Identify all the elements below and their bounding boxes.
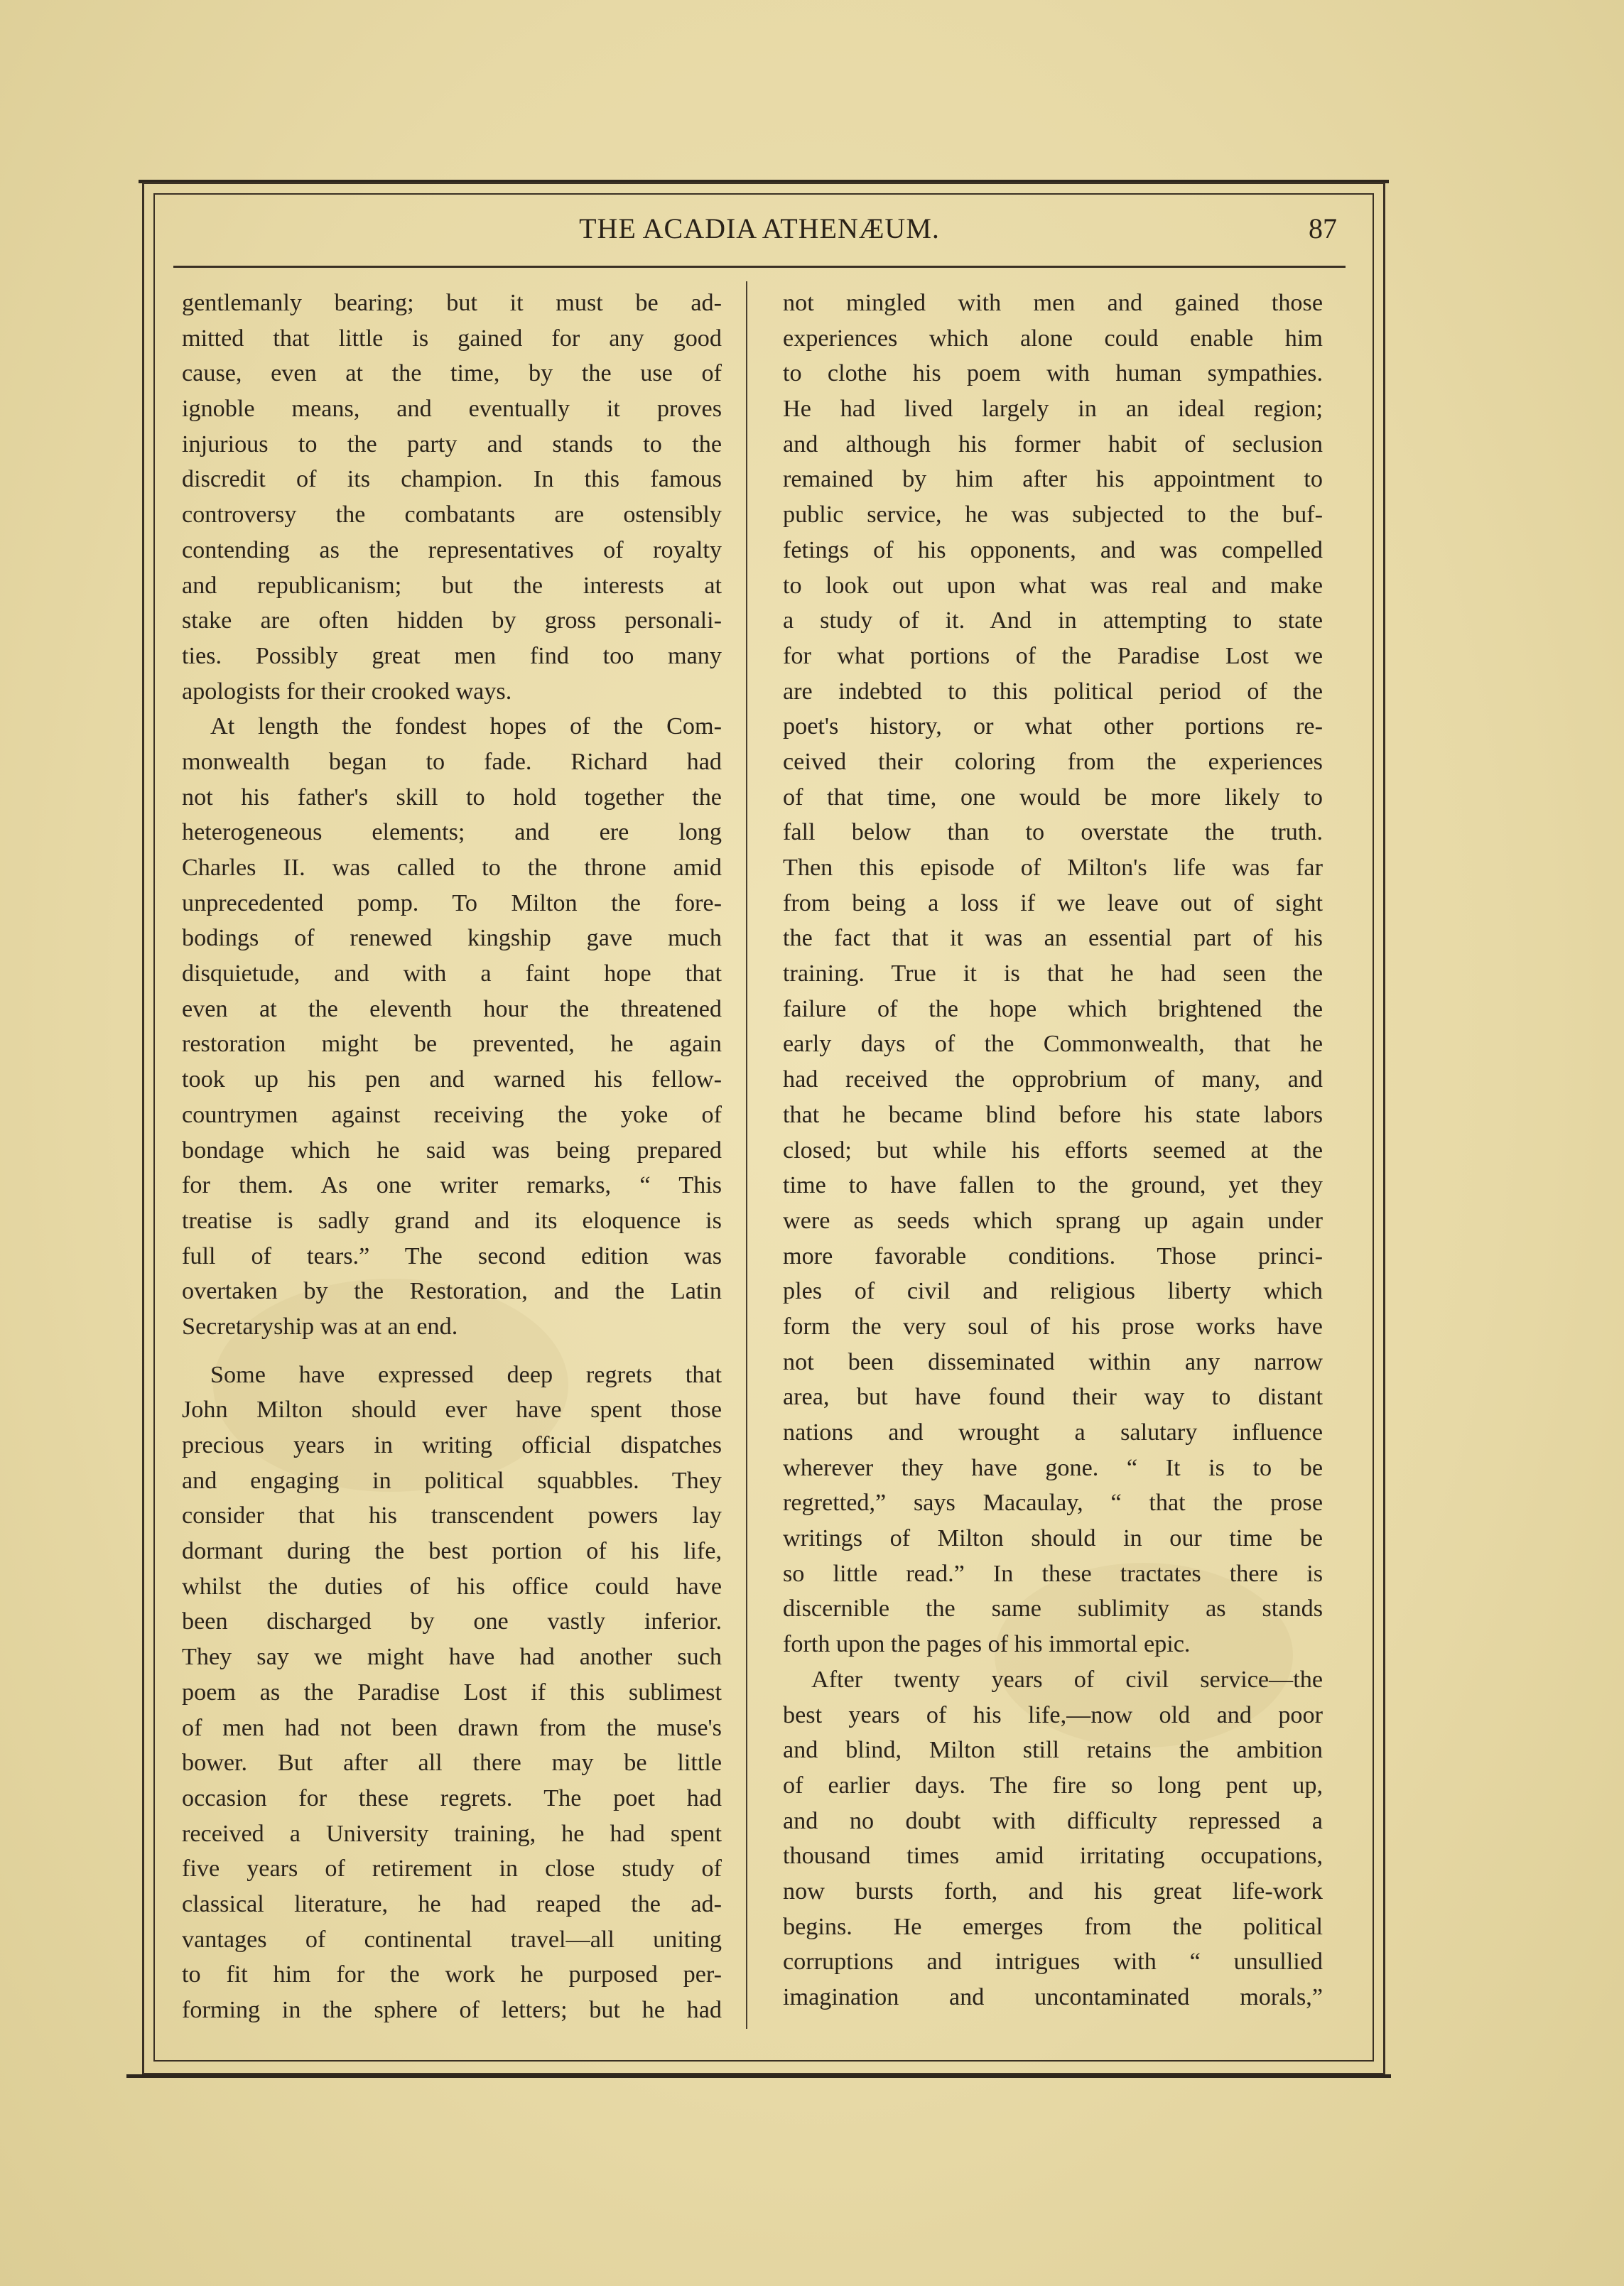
text-line: are indebted to this political period of the xyxy=(783,678,1323,705)
text-line: discredit of its champion. In this famous xyxy=(182,466,722,493)
text-line: At length the fondest hopes of the Com- xyxy=(210,713,722,740)
text-line: stake are often hidden by gross personali- xyxy=(182,607,722,634)
text-line: gentlemanly bearing; but it must be ad- xyxy=(182,290,722,316)
column-divider xyxy=(746,281,747,2029)
text-line: precious years in writing official dispatches xyxy=(182,1432,722,1458)
text-line: been discharged by one vastly inferior. xyxy=(182,1608,722,1635)
text-line: bondage which he said was being prepared xyxy=(182,1137,722,1164)
header-rule xyxy=(173,266,1346,268)
text-line: restoration might be prevented, he again xyxy=(182,1031,722,1058)
text-line: Then this episode of Milton's life was far xyxy=(783,855,1323,881)
text-line: closed; but while his efforts seemed at the xyxy=(783,1137,1323,1164)
text-line: time to have fallen to the ground, yet they xyxy=(783,1172,1323,1199)
text-line: consider that his transcendent powers lay xyxy=(182,1502,722,1529)
text-line: and although his former habit of seclusion xyxy=(783,430,1323,457)
text-line: now bursts forth, and his great life-work xyxy=(783,1878,1323,1905)
left-column xyxy=(182,286,722,2028)
text-line: discernible the same sublimity as stands xyxy=(783,1596,1323,1623)
text-line: a study of it. And in attempting to state xyxy=(783,607,1323,634)
text-line: were as seeds which sprang up again under xyxy=(783,1207,1323,1234)
text-line: forming in the sphere of letters; but he had xyxy=(182,1997,722,2023)
text-line: not mingled with men and gained those xyxy=(783,290,1323,316)
text-line: begins. He emerges from the political xyxy=(783,1913,1323,1940)
text-line: monwealth began to fade. Richard had xyxy=(182,748,722,775)
page-header xyxy=(173,207,1346,257)
text-line: full of tears.” The second edition was xyxy=(182,1242,722,1269)
text-line: of earlier days. The fire so long pent up, xyxy=(783,1772,1323,1799)
text-line: and republicanism; but the interests at xyxy=(182,572,722,599)
text-line: dormant during the best portion of his life, xyxy=(182,1538,722,1565)
text-line: bower. But after all there may be little xyxy=(182,1750,722,1777)
text-line: more favorable conditions. Those princi- xyxy=(783,1242,1323,1269)
text-line: Charles II. was called to the throne amid xyxy=(182,855,722,881)
text-line: John Milton should ever have spent those xyxy=(182,1397,722,1424)
text-line: ignoble means, and eventually it proves xyxy=(182,396,722,423)
text-line: the fact that it was an essential part of his xyxy=(783,925,1323,952)
text-line: disquietude, and with a faint hope that xyxy=(182,960,722,987)
text-line: to look out upon what was real and make xyxy=(783,572,1323,599)
text-line: and blind, Milton still retains the ambition xyxy=(783,1737,1323,1764)
text-line: classical literature, he had reaped the ad- xyxy=(182,1890,722,1917)
text-line: fetings of his opponents, and was compelled xyxy=(783,536,1323,563)
text-line: treatise is sadly grand and its eloquence is xyxy=(182,1207,722,1234)
text-line: received a University training, he had spent xyxy=(182,1820,722,1847)
text-line: early days of the Commonwealth, that he xyxy=(783,1031,1323,1058)
text-line: regretted,” says Macaulay, “ that the prose xyxy=(783,1490,1323,1517)
text-line: thousand times amid irritating occupations, xyxy=(783,1843,1323,1870)
text-line: countrymen against receiving the yoke of xyxy=(182,1101,722,1128)
text-line: controversy the combatants are ostensibly xyxy=(182,502,722,529)
text-line: took up his pen and warned his fellow- xyxy=(182,1066,722,1093)
text-line: to clothe his poem with human sympathies. xyxy=(783,360,1323,387)
text-line: poem as the Paradise Lost if this sublimest xyxy=(182,1679,722,1706)
text-line: writings of Milton should in our time be xyxy=(783,1525,1323,1552)
text-line: not his father's skill to hold together the xyxy=(182,784,722,811)
text-line: best years of his life,—now old and poor xyxy=(783,1701,1323,1728)
text-line: ceived their coloring from the experiences xyxy=(783,748,1323,775)
text-line: unprecedented pomp. To Milton the fore- xyxy=(182,889,722,916)
text-line: forth upon the pages of his immortal epic. xyxy=(783,1631,1191,1658)
text-line: injurious to the party and stands to the xyxy=(182,430,722,457)
text-line: corruptions and intrigues with “ unsullied xyxy=(783,1949,1323,1976)
text-line: remained by him after his appointment to xyxy=(783,466,1323,493)
text-line: poet's history, or what other portions re- xyxy=(783,713,1323,740)
text-line: ples of civil and religious liberty which xyxy=(783,1278,1323,1305)
text-line: ties. Possibly great men find too many xyxy=(182,642,722,669)
text-line: Secretaryship was at an end. xyxy=(182,1313,458,1340)
text-line: form the very soul of his prose works have xyxy=(783,1313,1323,1340)
text-line: fall below than to overstate the truth. xyxy=(783,819,1323,846)
text-line: He had lived largely in an ideal region; xyxy=(783,396,1323,423)
text-line: even at the eleventh hour the threatened xyxy=(182,995,722,1022)
text-line: contending as the representatives of royalty xyxy=(182,536,722,563)
text-line: and no doubt with difficulty repressed a xyxy=(783,1807,1323,1834)
text-line: Some have expressed deep regrets that xyxy=(210,1361,722,1388)
text-line: five years of retirement in close study of xyxy=(182,1856,722,1883)
text-line: of men had not been drawn from the muse's xyxy=(182,1714,722,1741)
bottom-border-rule xyxy=(126,2074,1391,2078)
text-line: for them. As one writer remarks, “ This xyxy=(182,1172,722,1199)
text-line: public service, he was subjected to the buf- xyxy=(783,502,1323,529)
text-line: wherever they have gone. “ It is to be xyxy=(783,1454,1323,1481)
text-line: heterogeneous elements; and ere long xyxy=(182,819,722,846)
text-line: occasion for these regrets. The poet had xyxy=(182,1784,722,1811)
text-line: of that time, one would be more likely to xyxy=(783,784,1323,811)
text-line: for what portions of the Paradise Lost we xyxy=(783,642,1323,669)
text-line: vantages of continental travel—all uniting xyxy=(182,1926,722,1953)
text-line: from being a loss if we leave out of sight xyxy=(783,889,1323,916)
text-line: mitted that little is gained for any good xyxy=(182,325,722,352)
text-line: cause, even at the time, by the use of xyxy=(182,360,722,387)
text-line: that he became blind before his state labors xyxy=(783,1101,1323,1128)
running-title: THE ACADIA ATHENÆUM. xyxy=(579,212,940,244)
text-line: failure of the hope which brightened the xyxy=(783,995,1323,1022)
page-number: 87 xyxy=(1309,212,1337,244)
text-line: training. True it is that he had seen the xyxy=(783,960,1323,987)
text-line: whilst the duties of his office could have xyxy=(182,1573,722,1600)
text-line: imagination and uncontaminated morals,” xyxy=(783,1984,1323,2010)
text-line: They say we might have had another such xyxy=(182,1644,722,1671)
text-line: area, but have found their way to distant xyxy=(783,1384,1323,1411)
text-line: After twenty years of civil service—the xyxy=(811,1666,1323,1693)
text-line: overtaken by the Restoration, and the Latin xyxy=(182,1278,722,1305)
text-line: experiences which alone could enable him xyxy=(783,325,1323,352)
text-line: not been disseminated within any narrow xyxy=(783,1348,1323,1375)
text-line: so little read.” In these tractates there is xyxy=(783,1560,1323,1587)
right-column xyxy=(783,286,1323,2015)
text-line: to fit him for the work he purposed per- xyxy=(182,1961,722,1988)
text-line: had received the opprobrium of many, and xyxy=(783,1066,1323,1093)
text-line: nations and wrought a salutary influence xyxy=(783,1419,1323,1446)
text-line: and engaging in political squabbles. They xyxy=(182,1467,722,1494)
text-line: bodings of renewed kingship gave much xyxy=(182,925,722,952)
text-line: apologists for their crooked ways. xyxy=(182,678,512,705)
